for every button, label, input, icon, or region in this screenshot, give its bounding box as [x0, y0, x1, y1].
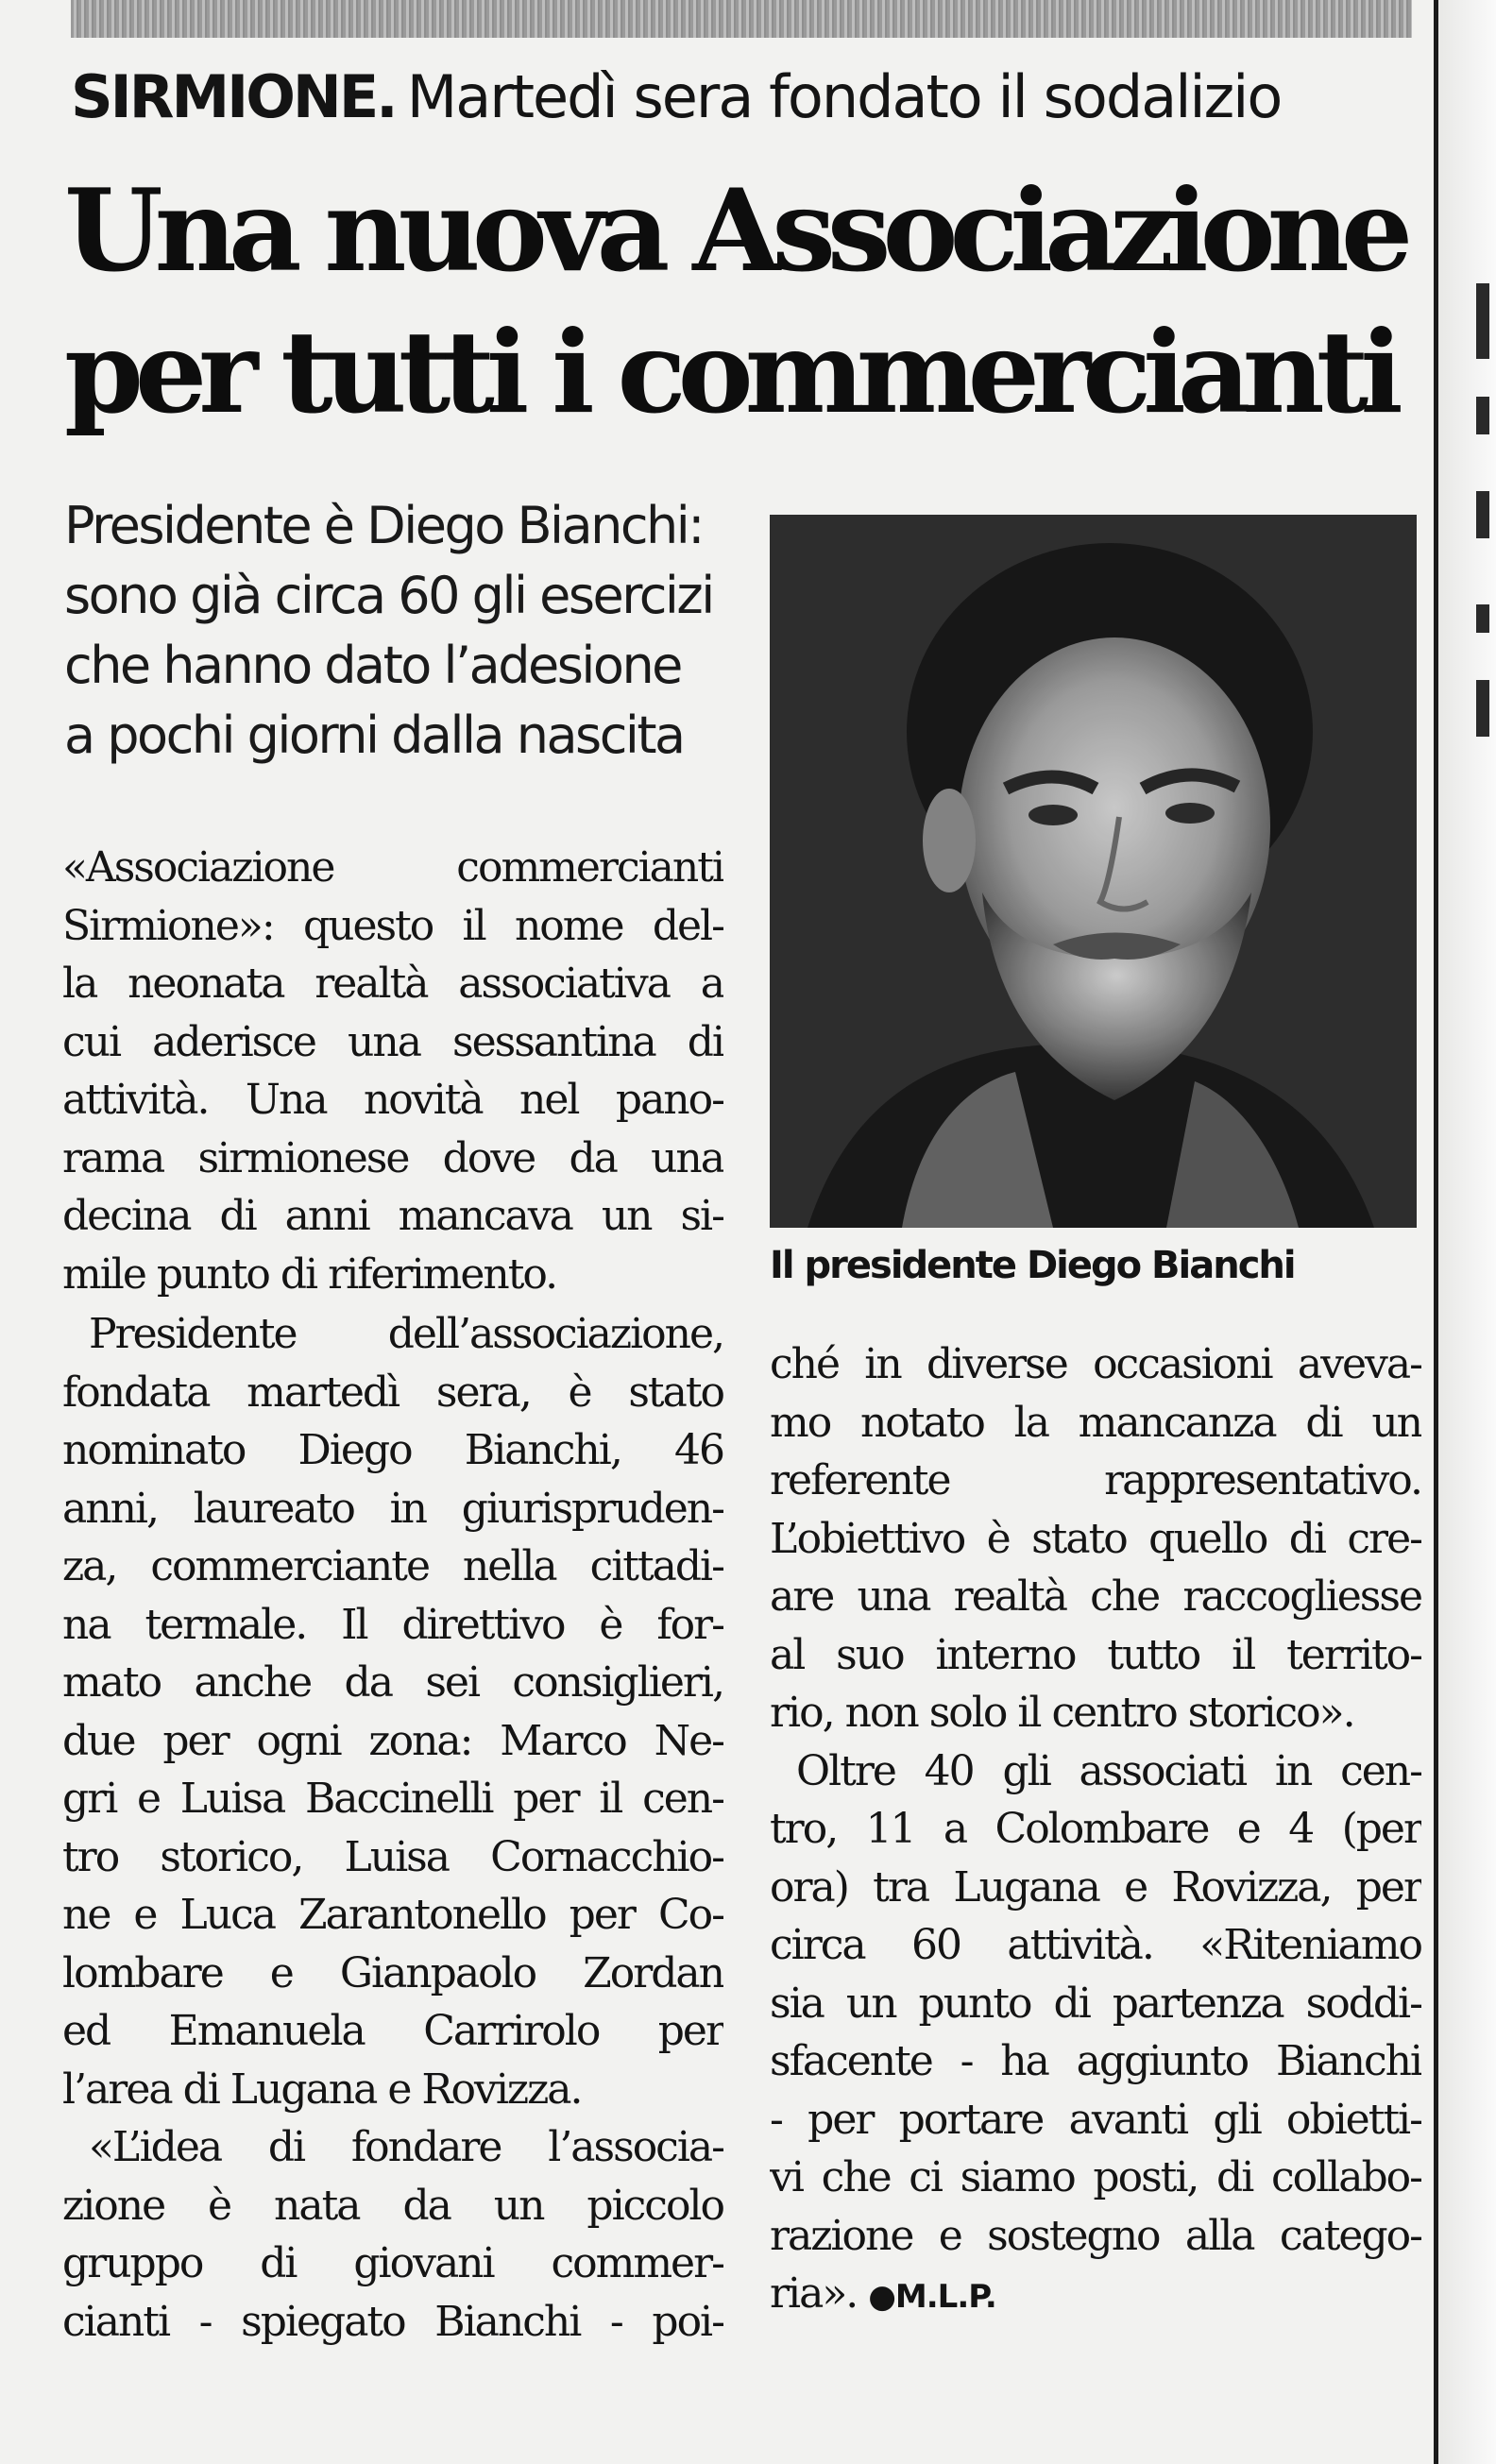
body-line: «Associazione commercianti: [62, 843, 723, 892]
body-line: sfacente - ha aggiunto Bianchi: [770, 2037, 1421, 2085]
author-signature: ●M.L.P.: [868, 2278, 996, 2316]
body-line: lombare e Gianpaolo Zordan: [62, 1948, 723, 1997]
adjacent-article-strip: [1438, 0, 1496, 2464]
kicker-text: Martedì sera fondato il sodalizio: [406, 62, 1282, 131]
kicker-place: SIRMIONE.: [71, 62, 396, 131]
body-line: vi che ci siamo posti, di collabo-: [770, 2153, 1421, 2201]
body-line: mile punto di riferimento.: [62, 1249, 557, 1299]
body-line: referente rappresentativo.: [770, 1456, 1421, 1504]
body-line: - per portare avanti gli obietti-: [770, 2095, 1421, 2144]
body-line: ora) tra Lugana e Rovizza, per: [770, 1862, 1421, 1912]
body-line: mo notato la mancanza di un: [770, 1398, 1421, 1447]
body-line: al suo interno tutto il territo-: [770, 1630, 1421, 1679]
body-line: «L’idea di fondare l’associa-: [89, 2123, 723, 2171]
body-column-1: [62, 1305, 723, 2351]
body-line: Presidente dell’associazione,: [89, 1310, 723, 1358]
kicker: [71, 55, 1393, 140]
body-line: ché in diverse occasioni aveva-: [770, 1340, 1421, 1388]
top-photo-band: [71, 0, 1412, 38]
body-line: anni, laureato in giurispruden-: [62, 1484, 723, 1533]
body-line: razione e sostegno alla catego-: [770, 2211, 1421, 2260]
body-line: rio, non solo il centro storico».: [770, 1689, 1354, 1737]
subhead-line: sono già circa 60 gli esercizi: [64, 566, 713, 625]
subhead-line: che hanno dato l’adesione: [64, 636, 681, 695]
photo-caption: Il presidente Diego Bianchi: [770, 1244, 1295, 1287]
body-line: attività. Una novità nel pano-: [62, 1076, 723, 1124]
body-line: nominato Diego Bianchi, 46: [62, 1426, 723, 1474]
body-column-2: [770, 1335, 1421, 2323]
subhead-line: Presidente è Diego Bianchi:: [64, 496, 703, 555]
body-line: tro, 11 a Colombare e 4 (per: [770, 1805, 1421, 1853]
headline-line: per tutti i commercianti: [64, 306, 1395, 439]
body-line: fondata martedì sera, è stato: [62, 1368, 723, 1417]
body-line: Sirmione»: questo il nome del-: [62, 901, 723, 950]
body-line: cui aderisce una sessantina di: [62, 1017, 723, 1066]
body-line: ria».: [770, 2269, 858, 2318]
body-line: zione è nata da un piccolo: [62, 2181, 723, 2230]
portrait-illustration: [770, 515, 1417, 1228]
body-line: l’area di Lugana e Rovizza.: [62, 2065, 582, 2114]
body-line: gruppo di giovani commer-: [62, 2239, 723, 2287]
body-line: za, commerciante nella cittadi-: [62, 1542, 723, 1590]
body-line: la neonata realtà associativa a: [62, 960, 723, 1008]
body-line: na termale. Il direttivo è for-: [62, 1600, 723, 1649]
body-line: gri e Luisa Baccinelli per il cen-: [62, 1775, 723, 1823]
headline-line: Una nuova Associazione: [64, 164, 1405, 297]
body-line: L’obiettivo è stato quello di cre-: [770, 1514, 1421, 1563]
body-line: rama sirmionese dove da una: [62, 1133, 723, 1182]
body-line: ed Emanuela Carrirolo per: [62, 2007, 723, 2055]
body-line: mato anche da sei consiglieri,: [62, 1658, 723, 1707]
body-column-1-intro: [62, 839, 723, 1303]
body-line: cianti - spiegato Bianchi - poi-: [62, 2297, 723, 2346]
body-line: sia un punto di partenza soddi-: [770, 1979, 1421, 2028]
portrait-photo: [770, 515, 1417, 1228]
headline: [64, 161, 1424, 444]
body-line: circa 60 attività. «Riteniamo: [770, 1921, 1421, 1969]
body-line: Oltre 40 gli associati in cen-: [796, 1746, 1421, 1795]
body-line: ne e Luca Zarantonello per Co-: [62, 1891, 723, 1939]
subhead-line: a pochi giorni dalla nascita: [64, 705, 684, 765]
body-line-last: [770, 2265, 1421, 2323]
body-line: decina di anni mancava un si-: [62, 1192, 723, 1240]
body-line: tro storico, Luisa Cornacchio-: [62, 1832, 723, 1881]
subheadline: [64, 491, 744, 771]
body-line: are una realtà che raccogliesse: [770, 1572, 1421, 1621]
body-line: due per ogni zona: Marco Ne-: [62, 1716, 723, 1765]
